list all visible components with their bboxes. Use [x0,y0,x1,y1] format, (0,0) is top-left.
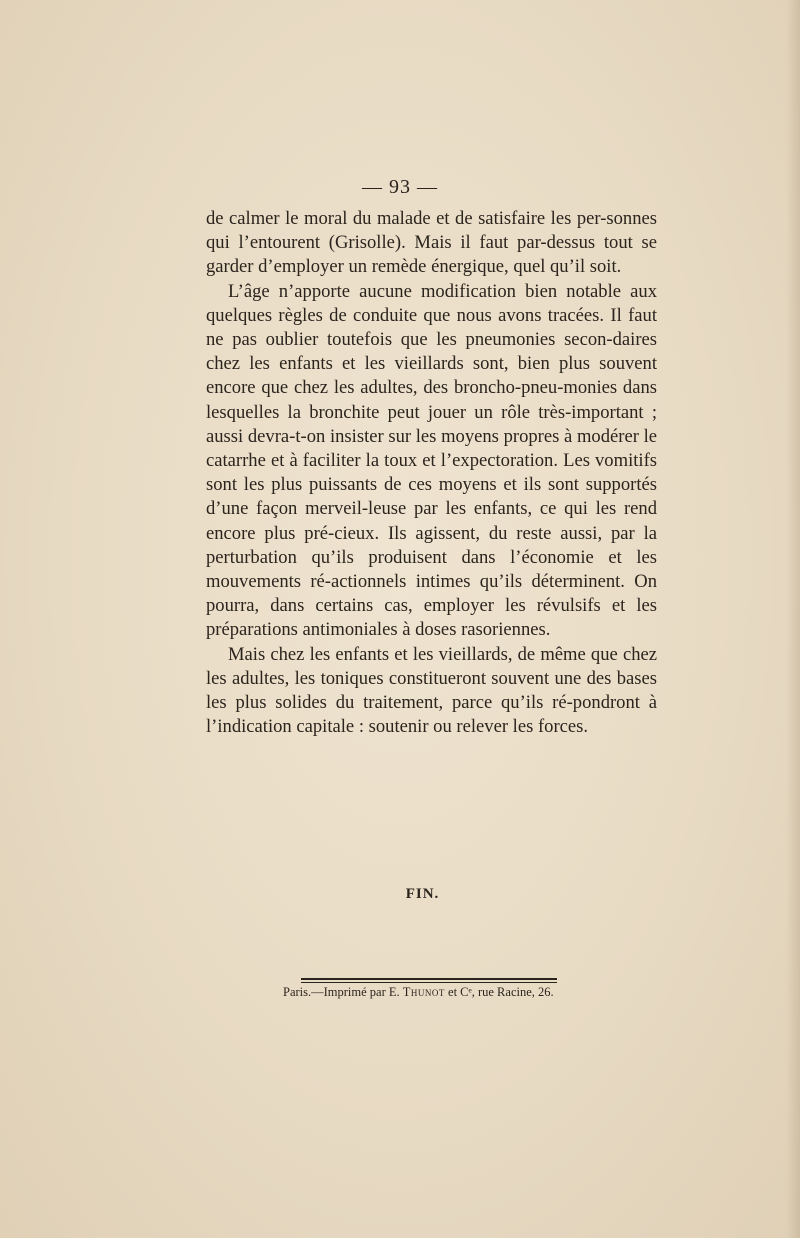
body-text [206,207,657,739]
paragraph-2: L’âge n’apporte aucune modification bien notable aux quelques règles de conduite que nous avons tracées. Il faut ne pas oublier toutefois que les pneumonies secon-daires chez les enfants et les vieillards sont, bien plus souvent encore que chez les adultes, des broncho-pneu-monies dans lesquelles la bronchite peut jouer un rôle très-important ; aussi devra-t-on insister sur les moyens propres à modérer le catarrhe et à faciliter la toux et l’expectoration. Les vomitifs sont les plus puissants de ces moyens et ils sont supportés d’une façon merveil-leuse par les enfants, ce qui les rend encore plus pré-cieux. Ils agissent, du reste aussi, par la perturbation qu’ils produisent dans l’économie et les mouvements ré-actionnels intimes qu’ils déterminent. On pourra, dans certains cas, employer les révulsifs et les préparations antimoniales à doses rasoriennes. [206,280,657,641]
imprint-printer-name: Thunot [402,985,445,999]
imprint-rule-thick [301,978,557,980]
paragraph-1: de calmer le moral du malade et de satisfaire les per-sonnes qui l’entourent (Grisolle). Mais il faut par-dessus tout se garder d’employer un remède énergique, quel qu’il soit. [206,208,657,278]
page-number: — 93 — [362,176,438,198]
imprint-suffix: et Cᵉ, rue Racine, 26. [444,985,554,999]
imprint-prefix: Paris.—Imprimé par E. [283,985,403,999]
paragraph-3: Mais chez les enfants et les vieillards, de même que chez les adultes, les toniques constitueront souvent une des bases les plus solides du traitement, parce qu’ils ré-pondront à l’indication capitale : soutenir ou relever les forces. [206,643,657,738]
end-mark: FIN. [405,886,440,902]
imprint-rule-thin [301,982,557,983]
printer-imprint [283,985,583,1000]
